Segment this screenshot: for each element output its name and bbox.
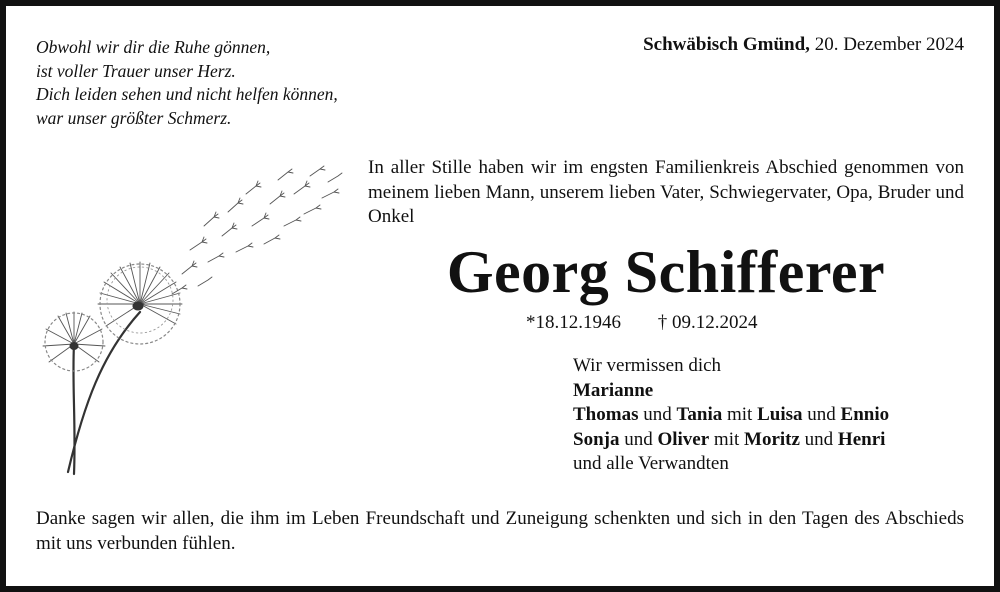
family-member: Henri: [837, 428, 886, 450]
family-line: [573, 379, 889, 404]
connector: mit: [727, 404, 753, 425]
birth-date: *18.12.1946: [526, 312, 621, 333]
poem-line: Obwohl wir dir die Ruhe gönnen,: [36, 37, 271, 57]
family-opening: Wir vermissen dich: [573, 355, 722, 376]
family-member: Moritz: [744, 428, 800, 450]
intro-text: In aller Stille haben wir im engsten Familienkreis Abschied genommen von meinem lieben Mann, unserem lieben Vater, Schwiegervater, Opa, Bruder und Onkel: [368, 157, 964, 227]
family-member: Oliver: [657, 428, 710, 450]
death-date: † 09.12.2024: [657, 312, 758, 333]
family-line: [573, 403, 889, 428]
family-member: Ennio: [840, 404, 890, 425]
connector: und: [643, 404, 672, 425]
family-member: Tania: [676, 404, 723, 425]
dandelion-icon: [32, 164, 352, 479]
place: Schwäbisch Gmünd,: [643, 34, 810, 55]
poem-line: war unser größter Schmerz.: [36, 107, 232, 128]
family-closing: und alle Verwandten: [573, 453, 729, 474]
poem: [36, 36, 338, 130]
place-and-date: [643, 34, 964, 56]
connector: mit: [713, 428, 740, 450]
family-member: Luisa: [757, 404, 803, 425]
connector: und: [624, 428, 653, 450]
family-member: Thomas: [573, 404, 639, 425]
life-dates: [526, 312, 758, 334]
poem-line: Dich leiden sehen und nicht helfen können,: [36, 84, 338, 104]
family-line: [573, 428, 889, 453]
family-signature: [573, 354, 889, 477]
family-member: Marianne: [573, 379, 654, 401]
connector: und: [804, 428, 834, 450]
poem-line: ist voller Trauer unser Herz.: [36, 60, 236, 81]
deceased-name: Georg Schifferer: [446, 239, 886, 305]
thanks-text: Danke sagen wir allen, die ihm im Leben Freundschaft und Zuneigung schenkten und sich in den Tagen des Abschieds mit uns verbunden fühlen.: [36, 508, 964, 554]
connector: und: [807, 404, 836, 425]
date: 20. Dezember 2024: [814, 34, 964, 55]
family-member: Sonja: [573, 428, 620, 450]
